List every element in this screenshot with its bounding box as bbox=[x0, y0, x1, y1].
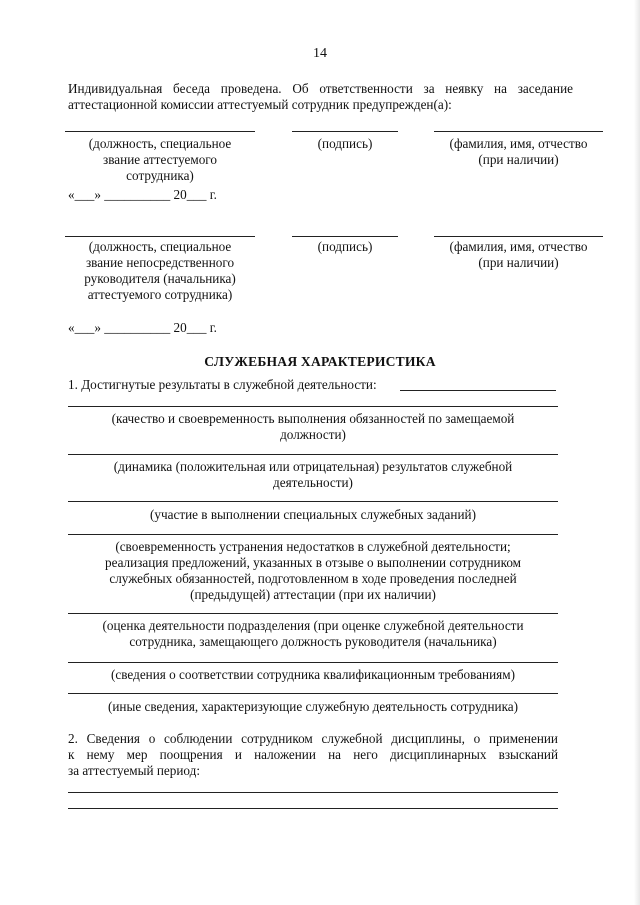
caption-2-line-1: (динамика (положительная или отрицательная) результатов служебной bbox=[113, 459, 513, 474]
answer-line-9 bbox=[68, 808, 558, 809]
date-line-2: «___» __________ 20___ г. bbox=[68, 320, 217, 335]
signature-caption-1: (подпись) bbox=[317, 136, 373, 151]
caption-6-line-1: (сведения о соответствии сотрудника квалификационным требованиям) bbox=[111, 667, 515, 682]
position-caption-2-line-1: (должность, специальное bbox=[88, 239, 232, 254]
page-edge-shadow bbox=[634, 0, 640, 905]
name-caption-1-line-1: (фамилия, имя, отчество bbox=[449, 136, 588, 151]
caption-3-line-1: (участие в выполнении специальных служебных заданий) bbox=[150, 507, 476, 522]
signature-caption-2: (подпись) bbox=[317, 239, 373, 254]
caption-5-line-1: (оценка деятельности подразделения (при оценке служебной деятельности bbox=[102, 618, 524, 633]
answer-line-2 bbox=[68, 454, 558, 455]
position-field-line-1 bbox=[65, 131, 255, 132]
answer-line-6 bbox=[68, 662, 558, 663]
caption-4-line-3: служебных обязанностей, подготовленном в ходе проведения последней bbox=[109, 571, 517, 586]
position-caption-1-line-2: звание аттестуемого bbox=[103, 152, 217, 167]
item-2-line-3: за аттестуемый период: bbox=[68, 763, 201, 778]
caption-2-line-2: деятельности) bbox=[273, 475, 353, 490]
answer-line-3 bbox=[68, 501, 558, 502]
answer-line-5 bbox=[68, 613, 558, 614]
item-1-label: 1. Достигнутые результаты в служебной деятельности: bbox=[68, 377, 377, 392]
answer-line-7 bbox=[68, 693, 558, 694]
position-field-line-2 bbox=[65, 236, 255, 237]
answer-line-8 bbox=[68, 792, 558, 793]
caption-5-line-2: сотрудника, замещающего должность руководителя (начальника) bbox=[129, 634, 497, 649]
name-caption-2-line-2: (при наличии) bbox=[478, 255, 559, 270]
answer-line-4 bbox=[68, 534, 558, 535]
name-caption-1-line-2: (при наличии) bbox=[478, 152, 559, 167]
caption-7-line-1: (иные сведения, характеризующие служебную деятельность сотрудника) bbox=[107, 699, 519, 714]
name-field-line-1 bbox=[434, 131, 603, 132]
item-1-inline-line bbox=[400, 390, 556, 391]
intro-line-2: аттестационной комиссии аттестуемый сотрудник предупрежден(а): bbox=[68, 97, 452, 112]
position-caption-1-line-3: сотрудника) bbox=[126, 168, 194, 183]
intro-line-1: Индивидуальная беседа проведена. Об ответственности за неявку на заседание bbox=[68, 81, 573, 96]
caption-1-line-1: (качество и своевременность выполнения обязанностей по замещаемой bbox=[111, 411, 515, 426]
position-caption-2-line-4: аттестуемого сотрудника) bbox=[87, 287, 233, 302]
item-2-line-1: 2. Сведения о соблюдении сотрудником служебной дисциплины, о применении bbox=[68, 731, 558, 746]
name-field-line-2 bbox=[434, 236, 603, 237]
position-caption-1-line-1: (должность, специальное bbox=[88, 136, 232, 151]
caption-4-line-2: реализация предложений, указанных в отзыве о выполнении сотрудником bbox=[104, 555, 522, 570]
answer-line-1 bbox=[68, 406, 558, 407]
item-2-line-2: к нему мер поощрения и наложении на него дисциплинарных взысканий bbox=[68, 747, 558, 762]
signature-field-line-1 bbox=[292, 131, 398, 132]
name-caption-2-line-1: (фамилия, имя, отчество bbox=[449, 239, 588, 254]
position-caption-2-line-2: звание непосредственного bbox=[85, 255, 235, 270]
caption-4-line-4: (предыдущей) аттестации (при их наличии) bbox=[190, 587, 436, 602]
position-caption-2-line-3: руководителя (начальника) bbox=[84, 271, 236, 286]
characteristic-heading: СЛУЖЕБНАЯ ХАРАКТЕРИСТИКА bbox=[204, 354, 436, 369]
caption-4-line-1: (своевременность устранения недостатков в служебной деятельности; bbox=[115, 539, 511, 554]
caption-1-line-2: должности) bbox=[280, 427, 346, 442]
signature-field-line-2 bbox=[292, 236, 398, 237]
page-number: 14 bbox=[313, 46, 327, 61]
date-line-1: «___» __________ 20___ г. bbox=[68, 187, 217, 202]
